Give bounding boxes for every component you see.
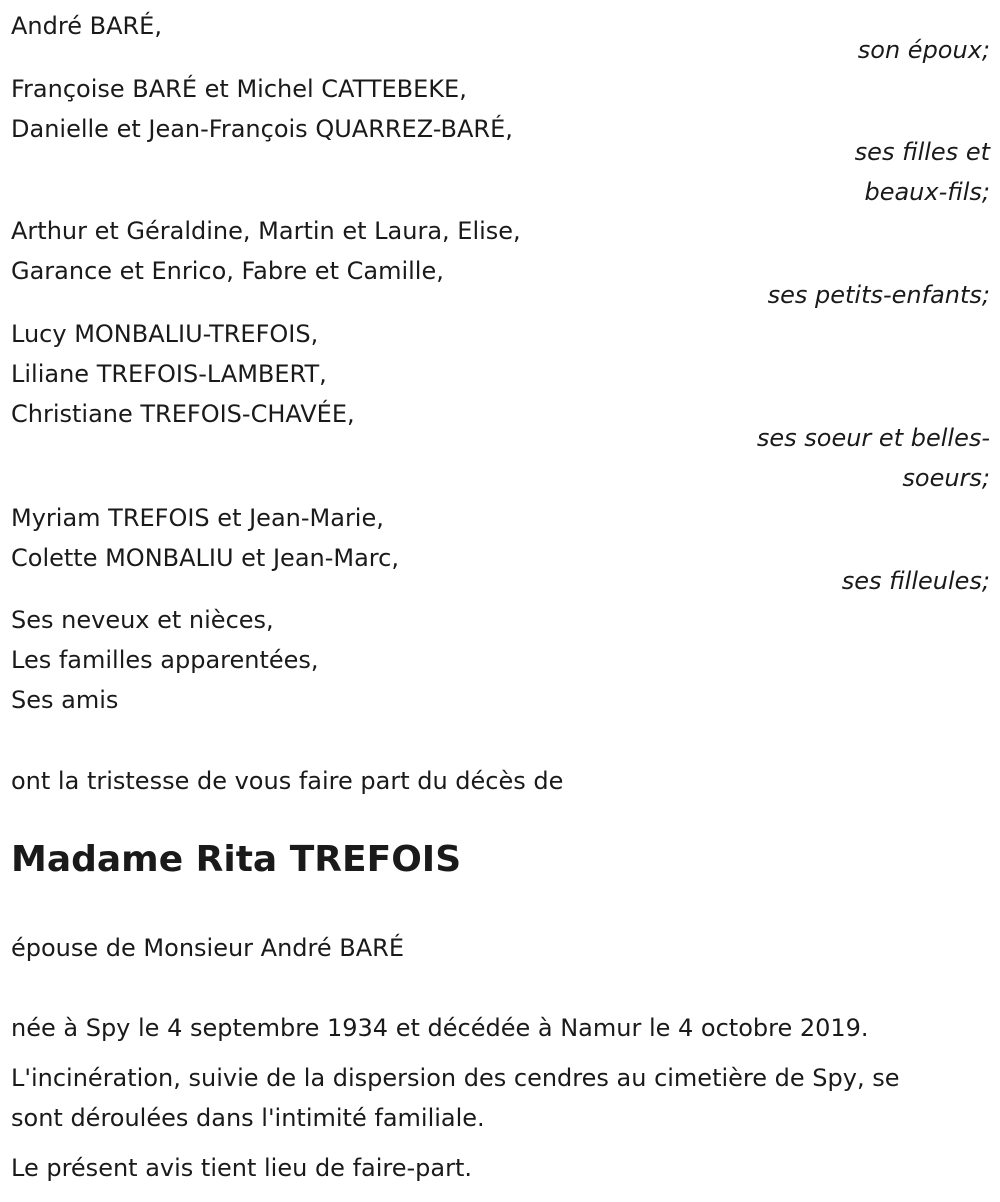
spouse-line: épouse de Monsieur André BARÉ	[11, 934, 404, 962]
others-line: Ses neveux et nièces,	[11, 606, 274, 634]
relation-line: ses filleules;	[841, 567, 990, 595]
family-name-line: André BARÉ,	[11, 12, 162, 40]
closing-line: Le présent avis tient lieu de faire-part.	[11, 1154, 473, 1182]
birth-death-line: née à Spy le 4 septembre 1934 et décédée à Namur le 4 octobre 2019.	[11, 1014, 869, 1042]
relation-label-spouse	[858, 30, 990, 70]
relation-line: ses filles et	[854, 138, 990, 166]
relation-line: ses petits-enfants;	[767, 281, 990, 309]
ceremony-line: L'incinération, suivie de la dispersion des cendres au cimetière de Spy, se	[11, 1064, 900, 1092]
family-group-sisters	[11, 314, 355, 434]
relation-label-sisters	[757, 418, 990, 498]
family-name-line: Lucy MONBALIU-TREFOIS,	[11, 320, 319, 348]
others-line: Les familles apparentées,	[11, 646, 319, 674]
family-name-line: Arthur et Géraldine, Martin et Laura, Elise,	[11, 217, 521, 245]
ceremony-line: sont déroulées dans l'intimité familiale.	[11, 1104, 485, 1132]
family-name-line: Liliane TREFOIS-LAMBERT,	[11, 360, 327, 388]
announcement-text: ont la tristesse de vous faire part du décès de	[11, 767, 564, 795]
family-name-line: Garance et Enrico, Fabre et Camille,	[11, 257, 444, 285]
family-name-line: Myriam TREFOIS et Jean-Marie,	[11, 504, 384, 532]
relation-line: son époux;	[857, 36, 990, 64]
ceremony-paragraph	[11, 1058, 899, 1138]
relation-label-goddaughters	[842, 561, 990, 601]
family-group-spouse	[11, 6, 162, 46]
family-group-daughters	[11, 69, 513, 149]
family-name-line: Danielle et Jean-François QUARREZ-BARÉ,	[11, 115, 513, 143]
others-line: Ses amis	[11, 686, 119, 714]
relation-label-daughters	[855, 132, 990, 212]
family-group-others	[11, 600, 319, 720]
family-name-line: Françoise BARÉ et Michel CATTEBEKE,	[11, 75, 467, 103]
family-name-line: Christiane TREFOIS-CHAVÉE,	[11, 400, 355, 428]
relation-line: ses soeur et belles-	[756, 424, 990, 452]
family-name-line: Colette MONBALIU et Jean-Marc,	[11, 544, 399, 572]
relation-label-grandchildren	[768, 275, 990, 315]
deceased-name: Madame Rita TREFOIS	[11, 839, 462, 880]
relation-line: soeurs;	[902, 464, 990, 492]
relation-line: beaux-fils;	[864, 178, 990, 206]
family-group-grandchildren	[11, 211, 521, 291]
family-group-goddaughters	[11, 498, 399, 578]
